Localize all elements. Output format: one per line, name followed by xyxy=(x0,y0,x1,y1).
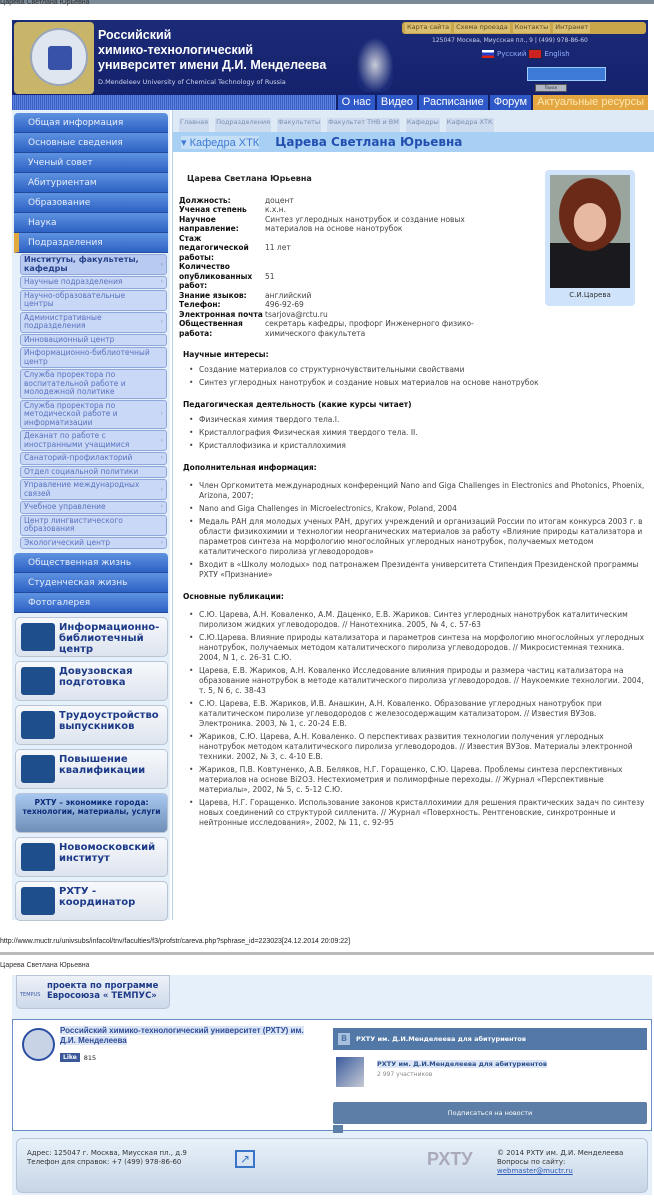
teaching-section xyxy=(183,400,645,451)
profile-row xyxy=(179,291,479,301)
tempus-logo: TEMPUS xyxy=(20,992,41,998)
sidebar-submenu-item[interactable] xyxy=(20,369,167,399)
field-label: Телефон: xyxy=(179,300,221,309)
profile-row xyxy=(179,262,479,291)
print-url: http://www.muctr.ru/univsubs/infacol/tnv/faculties/f3/profstr/careva.php?sphrase_id=223023[24.12.2014 20:09:22] xyxy=(0,938,351,945)
profile-info xyxy=(179,174,509,338)
sidebar-menu-item[interactable]: Подразделения xyxy=(14,233,168,253)
list-item: • Входит в «Школу молодых» под патронажем Президента университета Стипендия Президенской программы РХТУ «Признание» xyxy=(189,560,645,580)
field-value[interactable]: tsarjova@rctu.ru xyxy=(265,309,328,319)
footer-logo: РХТУ xyxy=(427,1149,473,1169)
list-item: • Член Оргкомитета международных конференций Nano and Giga Challenges in Electronics and Photonics, Phoenix, Arizona, 2007; xyxy=(189,481,645,501)
sidebar-banner[interactable] xyxy=(15,837,168,877)
page-title: Царева Светлана Юрьевна xyxy=(275,135,463,149)
sidebar xyxy=(12,110,170,920)
sidebar-submenu-item[interactable] xyxy=(20,430,167,451)
sidebar-menu-item[interactable]: Ученый совет xyxy=(14,153,168,173)
profile-row xyxy=(179,215,479,234)
list-item: • Царева, Е.В. Жариков, А.Н. Коваленко Исследование влияния природы и размера частиц катализатора на образование нанотрубок в методе каталитического пиролиза углеводородов. // Наукоемкие технологии. 2004, т. 5, N 6, с. 38-43 xyxy=(189,666,645,696)
profile-row xyxy=(179,234,479,263)
vk-logo-icon: В xyxy=(338,1033,350,1045)
sidebar-submenu-item[interactable] xyxy=(20,479,167,500)
site-header xyxy=(12,20,648,110)
extra-section xyxy=(183,463,645,580)
sidebar-submenu-item[interactable] xyxy=(20,334,167,347)
search-input[interactable] xyxy=(527,67,606,81)
tempus-banner[interactable] xyxy=(16,975,170,1009)
page-separator xyxy=(0,952,654,955)
footer-contacts xyxy=(27,1149,187,1167)
field-label: Ученая степень xyxy=(179,205,247,214)
publications-section xyxy=(183,592,645,828)
banner-label: РХТУ – экономике города: технологии, материалы, услуги xyxy=(22,798,161,816)
sidebar-banner[interactable] xyxy=(15,749,168,789)
field-value: английский xyxy=(265,290,312,300)
submenu-label: Служба проректора по методической работе и информатизации xyxy=(24,400,118,427)
chevron-right-icon: › xyxy=(160,260,163,268)
profile-row xyxy=(179,196,479,206)
field-label: Общественная работа: xyxy=(179,319,243,338)
breadcrumb-link[interactable]: Кафедра ХТК xyxy=(446,118,494,132)
print-page-title-2: Царева Светлана Юрьевна xyxy=(0,962,90,969)
sidebar-menu-item[interactable]: Фотогалерея xyxy=(14,593,168,613)
field-value: секретарь кафедры, профорг Инженерного физико-химического факультета xyxy=(265,319,474,338)
banner-label: Новомосковский институт xyxy=(59,842,156,864)
lang-ru-link[interactable]: Русский xyxy=(497,50,527,58)
chevron-right-icon: › xyxy=(160,538,163,546)
copyright: © 2014 РХТУ им. Д.И. Менделеева xyxy=(497,1149,624,1157)
breadcrumb-link[interactable]: Подразделения xyxy=(215,118,271,132)
photo-caption: С.И.Царева xyxy=(569,291,611,299)
sidebar-submenu-item[interactable] xyxy=(20,452,167,465)
page-title-bar xyxy=(173,132,654,152)
chevron-right-icon: › xyxy=(160,278,163,285)
breadcrumb-link[interactable]: Факультет ТНВ и ВМ xyxy=(327,118,400,132)
external-link-icon[interactable]: ↗ xyxy=(235,1150,255,1168)
banner-label: Повышение квалификации xyxy=(59,754,146,776)
profile-row xyxy=(179,300,479,310)
banner-label: РХТУ - координатор xyxy=(59,886,136,908)
facebook-like xyxy=(60,1053,96,1062)
submenu-label: Санаторий-профилакторий xyxy=(24,453,133,462)
list-item: • Синтез углеродных нанотрубок и создание новых материалов на основе нанотрубок xyxy=(189,378,645,388)
list-item: • Жариков, П.В. Ковтуненко, А.В. Беляков, Н.Г. Горащенко, С.Ю. Царева. Проблемы синтеза перспективных материалов на основе Bi2O3. Нестехиометрия и полиморфные переходы. // Журнал «Перспективные материалы», 2002, № 5, с. 5-12 С.Ю. xyxy=(189,765,645,795)
chevron-right-icon: › xyxy=(160,317,163,325)
university-name xyxy=(98,28,326,73)
top-links xyxy=(402,22,646,34)
uk-flag-icon xyxy=(529,50,541,58)
banner-label: Информационно-библиотечный центр xyxy=(59,622,160,655)
field-value: 11 лет xyxy=(265,243,291,252)
sidebar-banner[interactable] xyxy=(15,881,168,921)
social-widgets xyxy=(12,1019,652,1131)
sidebar-banner[interactable] xyxy=(15,617,168,657)
list-item: • Жариков, С.Ю. Царева, А.Н. Коваленко. О перспективах развития технологии получения углеродных нанотрубок методом каталитического пиролиза углеводородов. // Известия ВУЗов. Материалы электронной техники. 2002, № 3, с. 4-10 Е.В. xyxy=(189,732,645,762)
print-page-title: Царева Светлана Юрьевна xyxy=(0,0,90,6)
field-value: к.х.н. xyxy=(265,205,287,214)
list-item: • С.Ю.Царева. Влияние природы катализатора и параметров синтеза на морфологию многослойных углеродных нанотрубок, получаемых методом каталитического пиролиза углеводородов. // Микросистемная техника. 2004, N 1, с. 26-31 С.Ю. xyxy=(189,633,645,663)
section-heading: Научные интересы: xyxy=(183,350,269,359)
field-label: Знание языков: xyxy=(179,290,247,300)
intranet-link[interactable]: Интранет xyxy=(555,23,589,31)
banner-icon xyxy=(21,667,55,695)
submenu-label: Административные подразделения xyxy=(24,312,102,330)
facebook-page-name-wrap xyxy=(60,1026,310,1046)
profile-table xyxy=(179,196,479,339)
list-item: • Кристаллография Физическая химия твердого тела. II. xyxy=(189,428,645,438)
sidebar-menu-item[interactable]: Образование xyxy=(14,193,168,213)
university-logo[interactable] xyxy=(14,22,94,94)
submenu-label: Информационно-библиотечный центр xyxy=(24,348,150,366)
sidebar-submenu-item[interactable] xyxy=(20,290,167,311)
submenu-label: Центр лингвистического образования xyxy=(24,515,123,533)
field-value: 51 xyxy=(265,271,275,281)
sidebar-submenu-item[interactable] xyxy=(20,347,167,368)
section-heading: Дополнительная информация: xyxy=(183,463,317,472)
department-label: Кафедра ХТК xyxy=(189,136,260,149)
chevron-right-icon: › xyxy=(160,485,163,493)
footer xyxy=(16,1138,648,1193)
sidebar-submenu-item[interactable] xyxy=(20,276,167,289)
breadcrumb-link[interactable]: Главная xyxy=(179,118,209,132)
vk-members-count: 2 997 участников xyxy=(377,1071,433,1078)
sidebar-menu-item[interactable]: Основные сведения xyxy=(14,133,168,153)
sidebar-menu-item[interactable]: Общая информация xyxy=(14,113,168,133)
field-label: Стаж педагогической работы: xyxy=(179,233,249,262)
header-address: 125047 Москва, Миусская пл., 9 | (499) 978-86-60 xyxy=(432,37,588,44)
like-button[interactable]: Like xyxy=(60,1053,80,1062)
chevron-right-icon: › xyxy=(160,503,163,510)
lang-en-link[interactable]: English xyxy=(544,50,570,58)
sitemap-link[interactable]: Карта сайта xyxy=(407,23,450,31)
banner-icon xyxy=(21,843,55,871)
name-line: Российский xyxy=(98,28,172,42)
submenu-label: Экологический центр xyxy=(24,537,111,547)
breadcrumb-link[interactable]: Факультеты xyxy=(277,118,321,132)
nav-resources[interactable]: Актуальные ресурсы xyxy=(531,95,648,110)
list-item: • Создание материалов со структурночувствительными свойствами xyxy=(189,365,645,375)
vk-group-avatar[interactable] xyxy=(336,1057,364,1087)
profile-row xyxy=(179,319,479,338)
field-label: Электронная почта xyxy=(179,309,263,319)
breadcrumb-link[interactable]: Кафедры xyxy=(406,118,440,132)
submenu-label: Институты, факультеты, кафедры xyxy=(24,255,139,273)
sidebar-banner[interactable] xyxy=(15,793,168,833)
footer-copyright xyxy=(497,1149,623,1176)
list-item: • Nano and Giga Challenges in Microelectronics, Krakow, Poland, 2004 xyxy=(189,504,645,514)
nav-schedule[interactable]: Расписание xyxy=(417,95,488,110)
field-label: Научное направление: xyxy=(179,214,239,233)
webmaster-email-link[interactable]: webmaster@muctr.ru xyxy=(497,1167,573,1175)
vk-title[interactable]: РХТУ им. Д.И.Менделеева для абитуриентов xyxy=(356,1035,526,1043)
banner-icon xyxy=(21,623,55,651)
page-continuation xyxy=(12,975,652,1195)
sidebar-banner[interactable] xyxy=(15,705,168,745)
section-heading: Основные публикации: xyxy=(183,592,284,601)
submenu-label: Инновационный центр xyxy=(24,334,115,344)
name-line: университет имени Д.И. Менделеева xyxy=(98,58,327,72)
field-value: доцент xyxy=(265,195,294,205)
list-item: • Царева, Н.Г. Горащенко. Использование законов кристаллохимии для решения практических задач по синтезу новых соединений со структурой силленита. // Журнал «Поверхность. Рентгеновские, синхротронные и нейтронные исследования», 2002, № 11, с. 92-95 xyxy=(189,798,645,828)
submenu-label: Отдел социальной политики xyxy=(24,466,139,476)
footer-phone: Телефон для справок: +7 (499) 978-86-60 xyxy=(27,1158,182,1166)
print-top-bar xyxy=(0,0,654,4)
directions-link[interactable]: Схема проезда xyxy=(456,23,508,31)
submenu-label: Служба проректора по воспитательной работе и молодежной политике xyxy=(24,370,126,396)
chevron-right-icon: › xyxy=(160,436,163,444)
sidebar-menu-item[interactable]: Общественная жизнь xyxy=(14,553,168,573)
sidebar-submenu-item[interactable] xyxy=(20,501,167,514)
section-heading: Педагогическая деятельность (какие курсы читает) xyxy=(183,400,412,409)
russian-flag-icon xyxy=(482,50,494,58)
field-value: Синтез углеродных нанотрубок и создание новых материалов на основе нанотрубок xyxy=(265,214,465,233)
search-button[interactable]: Поиск xyxy=(535,84,567,92)
list-item: • Физическая химия твердого тела.I. xyxy=(189,415,645,425)
chevron-right-icon: › xyxy=(160,454,163,461)
vk-mini-icon xyxy=(333,1125,343,1133)
name-line: химико-технологический xyxy=(98,43,254,57)
vk-group-name[interactable]: РХТУ им. Д.И.Менделеева для абитуриентов xyxy=(377,1060,547,1068)
contacts-link[interactable]: Контакты xyxy=(514,23,549,31)
main-nav xyxy=(12,95,648,110)
list-item: • С.Ю. Царева, А.Н. Коваленко, А.М. Даценко, Е.В. Жариков. Синтез углеродных нанотрубок каталитическим пиролизом жидких углеводородов. // Нанотехника. 2005, № 4, с. 57-63 xyxy=(189,610,645,630)
list-item: • С.Ю. Царева, Е.В. Жариков, И.В. Анашкин, А.Н. Коваленко. Образование углеродных нанотрубок при каталитическом пиролизе углеводородов с железосодержащим катализатором. // Известия ВУЗов. Электроника. 2003, № 1, с. 20-24 Е.В. xyxy=(189,699,645,729)
profile-row xyxy=(179,205,479,215)
banner-icon xyxy=(21,755,55,783)
chevron-right-icon: › xyxy=(160,410,163,417)
submenu-label: Деканат по работе с иностранными учащимися xyxy=(24,431,130,449)
sidebar-submenu-item[interactable] xyxy=(20,254,167,275)
banner-icon xyxy=(21,711,55,739)
sidebar-menu-item[interactable]: Студенческая жизнь xyxy=(14,573,168,593)
sidebar-submenu-item[interactable] xyxy=(20,537,167,550)
vk-subscribe-button[interactable]: Подписаться на новости xyxy=(333,1102,647,1124)
sidebar-banner[interactable] xyxy=(15,661,168,701)
nav-forum[interactable]: Форум xyxy=(488,95,531,110)
submenu-label: Научно-образовательные центры xyxy=(24,290,126,308)
main-content xyxy=(172,110,654,920)
sidebar-menu-item[interactable]: Абитуриентам xyxy=(14,173,168,193)
sidebar-menu-item[interactable]: Наука xyxy=(14,213,168,233)
submenu-label: Учебное управление xyxy=(24,502,106,511)
breadcrumb xyxy=(173,110,654,132)
banner-icon xyxy=(21,887,55,915)
profile-row xyxy=(179,310,479,320)
sidebar-submenu-item[interactable] xyxy=(20,515,167,536)
interests-section xyxy=(183,350,645,388)
tempus-text: проекта по программе Евросоюза « ТЕМПУС» xyxy=(47,981,159,1001)
banner-label: Довузовская подготовка xyxy=(59,666,133,688)
questions-label: Вопросы по сайту: xyxy=(497,1158,566,1166)
field-value: 496-92-69 xyxy=(265,300,304,309)
facebook-page-logo[interactable] xyxy=(22,1028,55,1061)
nav-about[interactable]: О нас xyxy=(336,95,375,110)
field-label: Должность: xyxy=(179,195,231,205)
submenu-label: Управление международных связей xyxy=(24,480,140,498)
sidebar-submenu-item[interactable] xyxy=(20,312,167,333)
list-item: • Медаль РАН для молодых ученых РАН, других учреждений и организаций России по итогам конкурса 2003 г. в области физикохимии и технологии неорганических материалов за работу «Влияние природы катализатора и параметров синтеза на морфологию многослойных углеродных нанотрубок, получаемых методом каталитического пиролиза углеводородов» xyxy=(189,517,645,557)
footer-address: Адрес: 125047 г. Москва, Миусская пл., д.9 xyxy=(27,1149,187,1157)
sidebar-submenu-item[interactable] xyxy=(20,400,167,430)
profile-name: Царева Светлана Юрьевна xyxy=(187,174,312,183)
submenu-label: Научные подразделения xyxy=(24,277,123,286)
vk-widget-header xyxy=(333,1028,647,1050)
nav-video[interactable]: Видео xyxy=(375,95,417,110)
list-item: • Кристаллофизика и кристаллохимия xyxy=(189,441,645,451)
facebook-page-name[interactable]: Российский химико-технологический университет (РХТУ) им. Д.И. Менделеева xyxy=(60,1026,304,1045)
mendeleev-portrait xyxy=(357,38,393,92)
like-count: 815 xyxy=(83,1053,97,1062)
language-switch xyxy=(482,50,570,58)
university-name-en: D.Mendeleev University of Chemical Technology of Russia xyxy=(98,78,286,86)
department-dropdown[interactable]: ▾ Кафедра ХТК xyxy=(181,136,260,149)
banner-label: Трудоустройство выпускников xyxy=(59,710,159,732)
sidebar-submenu-item[interactable] xyxy=(20,466,167,479)
field-label: Количество опубликованных работ: xyxy=(179,262,253,290)
